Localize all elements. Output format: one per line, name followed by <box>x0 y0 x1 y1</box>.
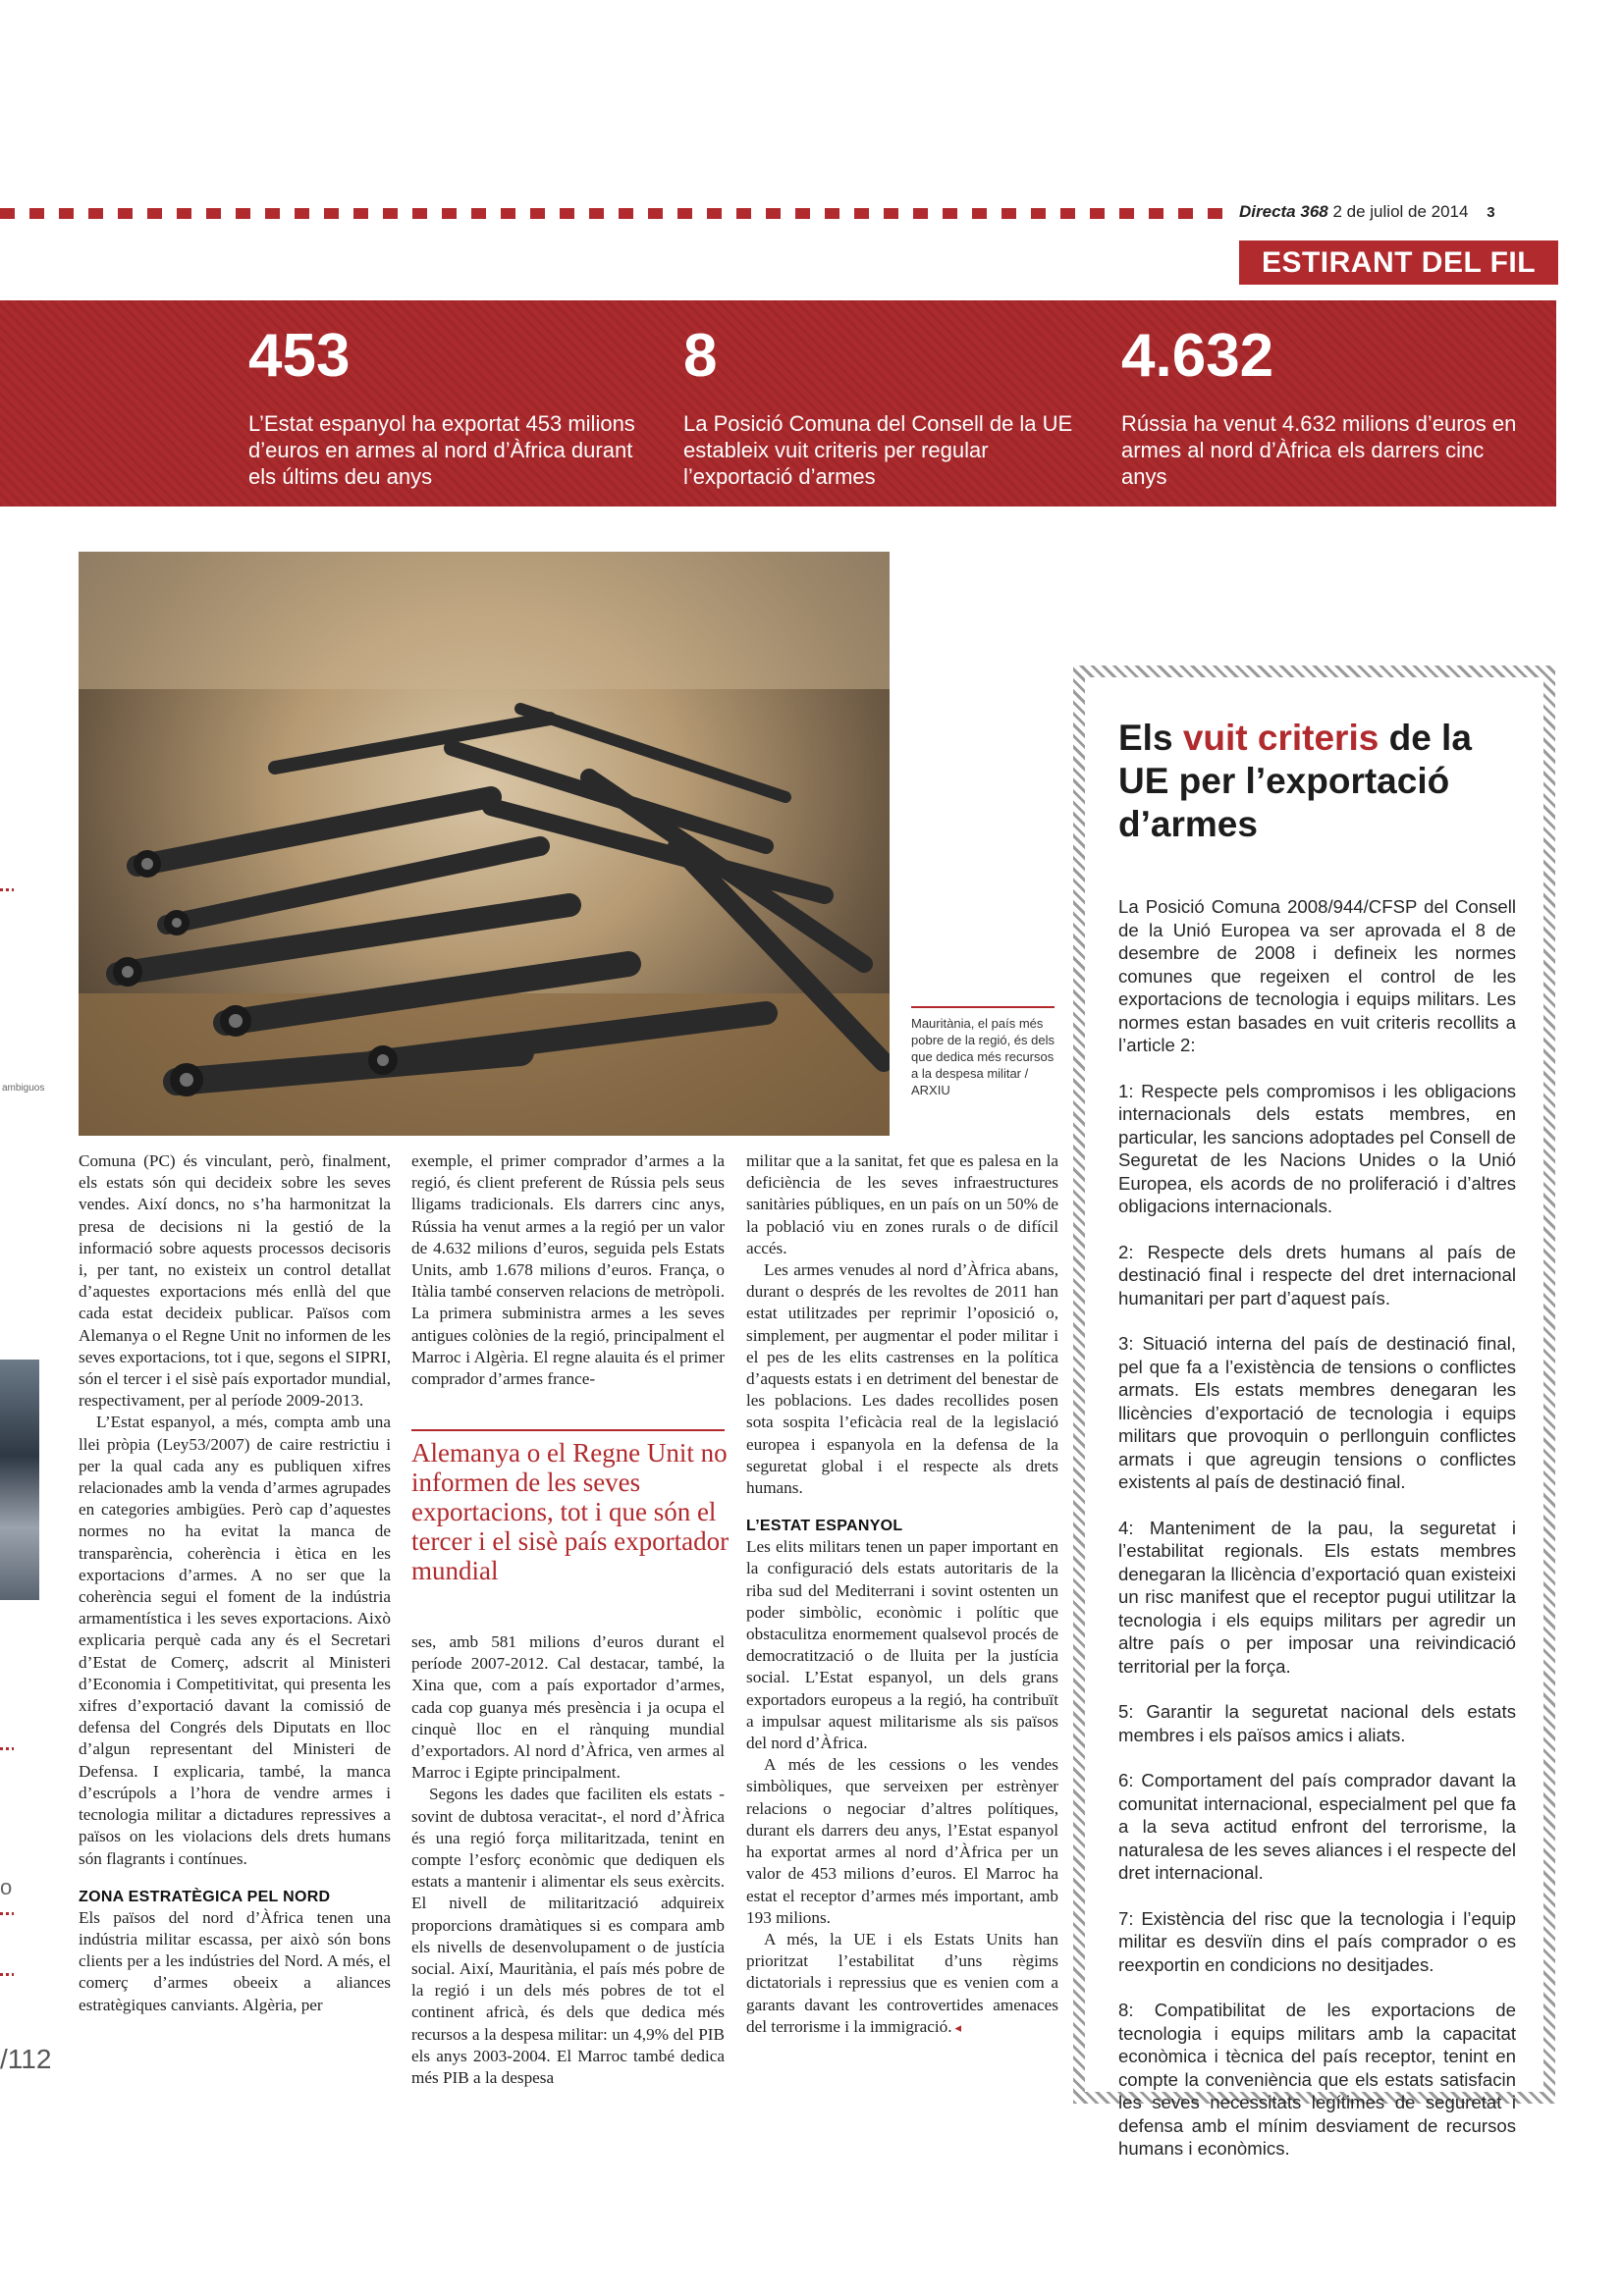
sidebar-intro: La Posició Comuna 2008/944/CFSP del Consell de la Unió Europea va ser aprovada el 8 de desembre de 2008 i defineix les normes comunes que regeixen el control de les exportacions de tecnologia i equips militars. Les normes estan basades en vuit criteris recollits a l’article 2: <box>1118 896 1516 1055</box>
criterion-2: 2: Respecte dels drets humans al país de destinació final i respecte del dret internacional humanitari per part d’aquest país. <box>1118 1241 1516 1308</box>
stat-description: L’Estat espanyol ha exportat 453 milions d’euros en armes al nord d’Àfrica durant els últims deu anys <box>248 411 635 489</box>
criterion-5: 5: Garantir la seguretat nacional dels estats membres i els països amics i aliats. <box>1118 1701 1516 1745</box>
article-paragraph: ses, amb 581 milions d’euros durant el període 2007-2012. Cal destacar, també, la Xina que, com a país exportador d’armes, cada cop guanya més presència i ja ocupa el cinquè lloc en el rànquing mundial d’exportadors. Al nord d’Àfrica, ven armes al Marroc i Egipte principalment. <box>411 1632 725 1783</box>
photo-caption: Mauritània, el país més pobre de la regió, és dels que dedica més recursos a la despesa militar / ARXIU <box>911 1016 1055 1097</box>
sidebar-inner <box>1085 677 1543 2159</box>
criterion-3: 3: Situació interna del país de destinació final, pel que fa a l’existència de tensions o conflictes armats. Els estats membres denegaran les llicències d’exportació de tecnologia i equips militars que provoquin o perllonguin conflictes armats i que agreugin tensions o conflictes existents al país de destinació final. <box>1118 1333 1516 1492</box>
stat-description: La Posició Comuna del Consell de la UE estableix vuit criteris per regular l’exportació d’armes <box>683 411 1073 489</box>
article-paragraph: Els països del nord d’Àfrica tenen una indústria militar escassa, per això són bons clients per a les indústries del Nord. A més, el comerç d’armes obeeix a aliances estratègiques canviants. Algèria, per <box>79 1907 391 2014</box>
article-column-1 <box>79 1150 391 2016</box>
publication-name: Directa 368 <box>1239 202 1328 221</box>
left-edge-fragment-letter: o <box>0 1875 13 1899</box>
subhead-zona-estrategica: ZONA ESTRATÈGICA PEL NORD <box>79 1888 331 1905</box>
article-paragraph: L’Estat espanyol, a més, compta amb una llei pròpia (Ley53/2007) de caire restrictiu i per la qual cada any es publiquen xifres relacionades amb la venda d’armes agrupades en categories ambigües. Però cap d’aquestes normes no ha evitat la manca de transparència, coherència i ètica en les exportacions d’armes. A no ser que la coherència segui el foment de la indústria armamentística i les seves exportacions. Això explicaria perquè cada any és el Secretari d’Estat de Comerç, adscrit al Ministeri d’Economia i Competitivitat, qui presenta les xifres d’exportació davant la comissió de defensa del Congrés dels Diputats en lloc d’algun representant del Ministeri de Defensa. I explicaria, també, la manca d’escrúpols a l’hora de vendre armes i tecnologia militar a dictadures repressives a països on les violacions dels drets humans són flagrants i contínues. <box>79 1413 391 1868</box>
article-column-3 <box>746 1150 1058 2039</box>
stat-number: 453 <box>248 322 351 390</box>
left-edge-fragment-number: /112 <box>0 2044 52 2074</box>
criterion-6: 6: Comportament del país comprador davant la comunitat internacional, especialment pel que fa a la seva actitud enfront del terrorisme, la naturalesa de les seves aliances i el respecte del dret internacional. <box>1118 1770 1516 1883</box>
criterion-8: 8: Compatibilitat de les exportacions de tecnologia i equips militars amb la capacitat econòmica i tècnica del país receptor, tenint en compte la conveniència que els estats satisfacin les seves necessitats legítimes de seguretat i defensa amb el mínim desviament de recursos humans i econòmics. <box>1118 2000 1516 2159</box>
stat-number: 4.632 <box>1121 322 1274 390</box>
left-edge-photo-fragment <box>0 1360 39 1600</box>
left-edge-mark <box>0 1747 14 1750</box>
left-edge-mark <box>0 1912 14 1915</box>
left-edge-fragment-text: ambiguos <box>2 1083 45 1094</box>
article-paragraph: Les armes venudes al nord d’Àfrica abans, durant o després de les revoltes de 2011 han estat utilitzades per reprimir l’oposició o, simplement, per augmentar el poder militar i el pes de les elits castrenses en la política d’aquests estats i en detriment del benestar de les poblacions. Les dades recollides posen sota sospita l’eficàcia real de la legislació europea i espanyola en la defensa de la seguretat global i el respecte als drets humans. <box>746 1260 1058 1498</box>
stats-band <box>0 300 1556 507</box>
end-mark-icon: ◂ <box>954 2019 962 2035</box>
stat-number: 8 <box>683 322 718 390</box>
page-number: 3 <box>1487 204 1495 221</box>
article-column-2 <box>411 1150 725 1390</box>
rifles-photo <box>79 552 890 1136</box>
sidebar-body <box>1118 895 1516 2161</box>
sidebar-title <box>1118 717 1516 846</box>
criterion-4: 4: Manteniment de la pau, la seguretat i l’estabilitat regionals. Els estats membres denegaran la llicència d’exportació quan existeixi un risc manifest que el receptor pugui utilitzar la tecnologia i els equips militars per agredir un altre país o per imposar una reivindicació territorial per la força. <box>1118 1517 1516 1677</box>
section-label: ESTIRANT DEL FIL <box>1239 240 1558 285</box>
article-paragraph: Les elits militars tenen un paper important en la configuració dels estats autoritaris de la riba sud del Mediterrani i sovint ostenten un poder simbòlic, econòmic i polític que obstaculitza enormement qualsevol procés de democratització o de lluita per la justícia social. L’Estat espanyol, un dels grans exportadors europeus a la regió, ha contribuït a impulsar aquest militarisme als sis països del nord d’Àfrica. <box>746 1537 1058 1753</box>
sidebar-box <box>1073 666 1555 2159</box>
criterion-7: 7: Existència del risc que la tecnologia i l’equip militar es desviïn dins el país comprador o es reexportin en condicions no desitjades. <box>1118 1907 1516 1975</box>
sidebar-title-start: Els <box>1118 718 1183 758</box>
stat-description: Rússia ha venut 4.632 milions d’euros en armes al nord d’Àfrica els darrers cinc anys <box>1121 411 1517 489</box>
subhead-estat-espanyol: L’ESTAT ESPANYOL <box>746 1518 903 1535</box>
left-edge-mark <box>0 888 14 891</box>
article-paragraph-text: A més, la UE i els Estats Units han prioritzat l’estabilitat d’uns règims dictatorials i repressius que es venien com a garants davant les controvertides amenaces del terrorisme i la immigració. <box>746 1929 1058 2036</box>
sidebar-title-highlight: vuit criteris <box>1182 718 1380 758</box>
article-paragraph: Comuna (PC) és vinculant, però, finalment, els estats són qui decideix sobre les seves vendes. Així doncs, no s’ha harmonitzat la presa de decisions ni la gestió de la informació sobre aquests processos decisoris i, per tant, no existeix un control detallat d’aquestes exportacions més enllà del que cada estat decideix publicar. Països com Alemanya o el Regne Unit no informen de les seves exportacions, tot i que, segons el SIPRI, són el tercer i el sisè país exportador mundial, respectivament, per al període 2009-2013. <box>79 1151 391 1411</box>
pullquote: Alemanya o el Regne Unit no informen de les seves exportacions, tot i que són el tercer i el sisè país exportador mundial <box>411 1438 730 1585</box>
pullquote-rule <box>411 1429 725 1431</box>
article-paragraph: militar que a la sanitat, fet que es palesa en la deficiència de les seves infraestructures sanitàries públiques, en un país on un 50% de la població viu en zones rurals o de difícil accés. <box>746 1151 1058 1257</box>
article-column-2-continued <box>411 1631 725 2089</box>
top-dashed-rule <box>0 208 1232 219</box>
page-header-meta <box>1239 199 1563 225</box>
article-paragraph: exemple, el primer comprador d’armes a la regió, és client preferent de Rússia pels seus lligams tradicionals. Els darrers cinc anys, Rússia ha venut armes a la regió per un valor de 4.632 milions d’euros, seguida pels Estats Units, amb 1.678 milions d’euros. França, o Itàlia també conserven relacions de metròpoli. La primera subministra armes a les seves antigues colònies de la regió, principalment el Marroc i Algèria. El regne alauita és el primer comprador d’armes france- <box>411 1151 725 1389</box>
rifles-illustration <box>79 552 890 1136</box>
caption-rule <box>911 1006 1055 1008</box>
article-paragraph-final <box>746 1929 1058 2039</box>
issue-date: 2 de juliol de 2014 <box>1332 202 1469 221</box>
article-paragraph: A més de les cessions o les vendes simbòliques, que serveixen per estrènyer relacions o negociar d’altres polítiques, durant els darrers deu anys, l’Estat espanyol ha exportat armes al nord d’Àfrica per un valor de 453 milions d’euros. El Marroc ha estat el receptor d’armes més important, amb 193 milions. <box>746 1755 1058 1927</box>
criterion-1: 1: Respecte pels compromisos i les obligacions internacionals dels estats membres, en particular, les sancions adoptades pel Consell de Seguretat de les Nacions Unides o la Unió Europea, els acords de no proliferació i d’altres obligacions internacionals. <box>1118 1080 1516 1216</box>
article-paragraph: Segons les dades que faciliten els estats -sovint de dubtosa veracitat-, el nord d’Àfrica és una regió força militaritzada, tenint en compte l’esforç econòmic que dediquen els estats a mantenir i alimentar els seus exèrcits. El nivell de militarització adquireix proporcions dramàtiques si es compara amb els nivells de desenvolupament o de justícia social. Així, Mauritània, el país més pobre de la regió i un dels més pobres de tot el continent africà, és dels que dedica més recursos a la despesa militar: un 4,9% del PIB els anys 2003-2004. El Marroc també dedica més PIB a la despesa <box>411 1785 725 2088</box>
sidebar-title-end: de la UE per l’exportació d’armes <box>1118 718 1472 844</box>
left-edge-mark <box>0 1973 14 1976</box>
